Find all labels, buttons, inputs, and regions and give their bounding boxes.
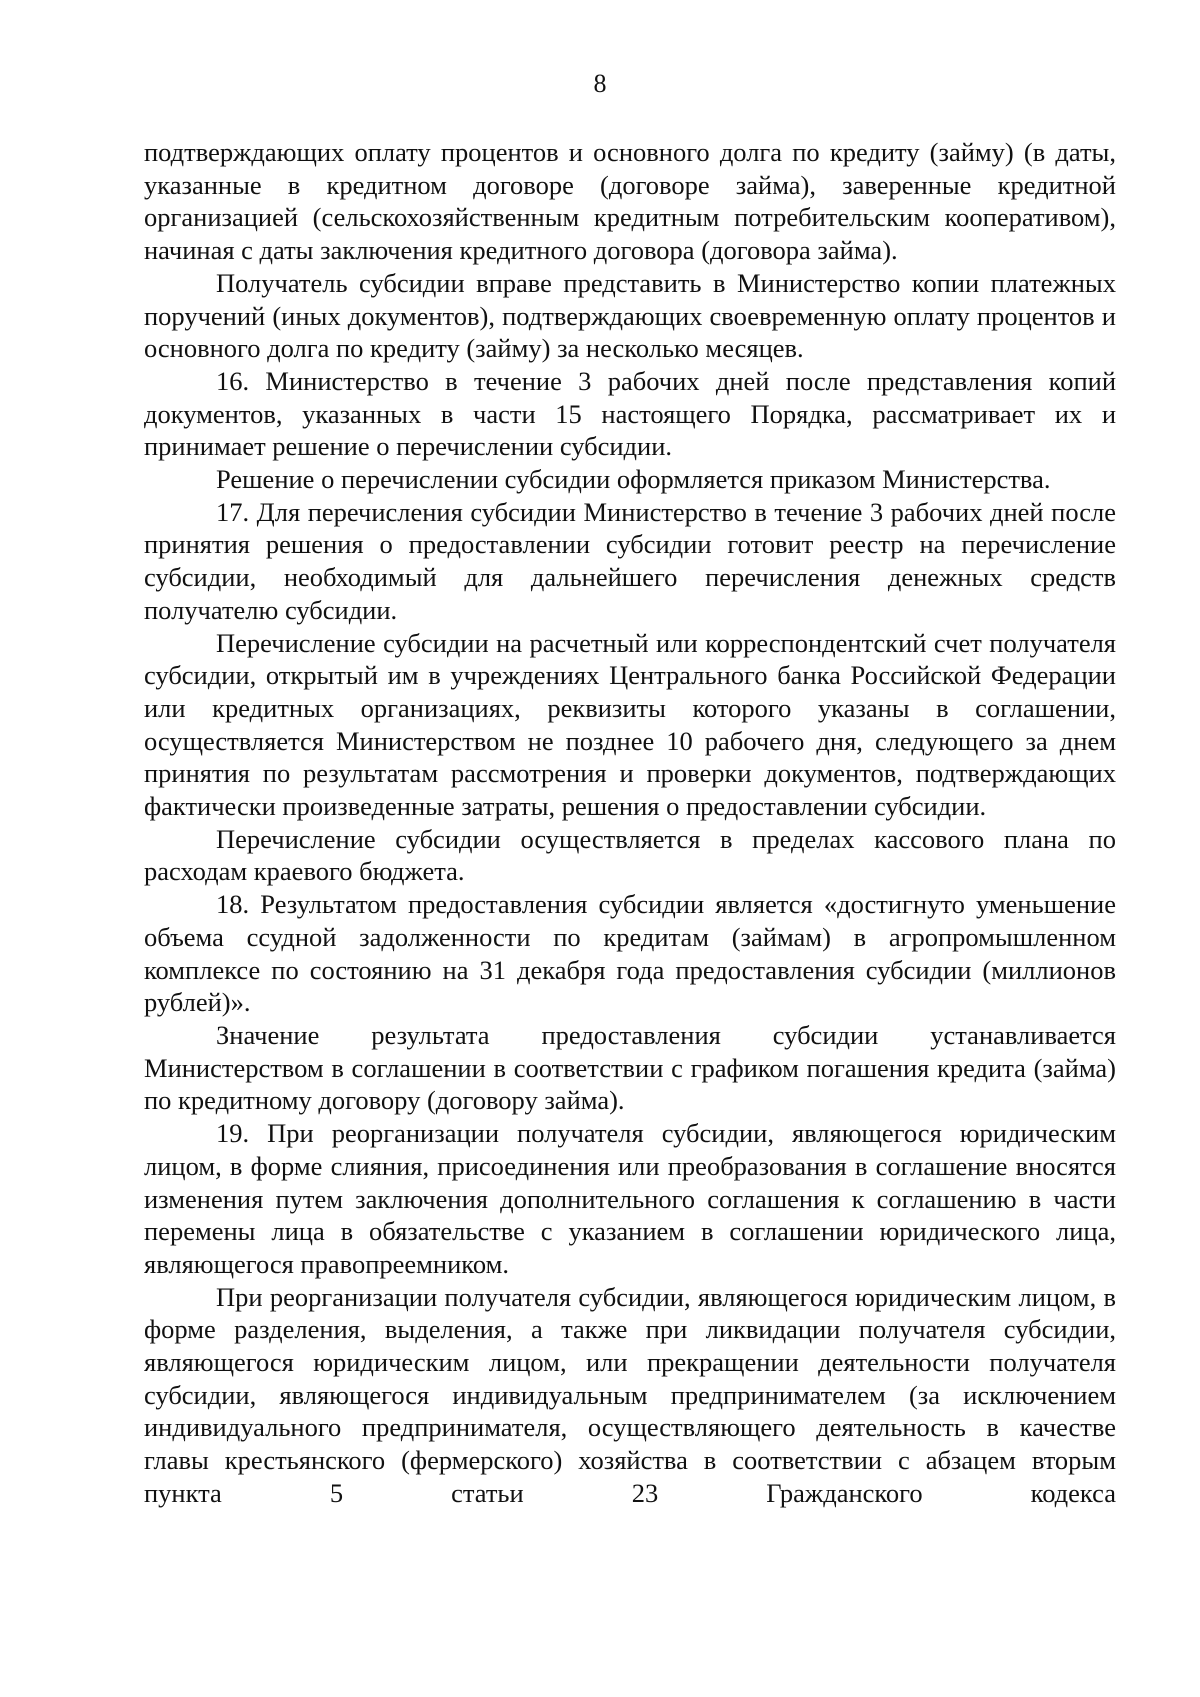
paragraph-item-19: 19. При реорганизации получателя субсидии, являющегося юридическим лицом, в форме слияния, присоединения или преобразования в соглашение вносятся изменения путем заключения дополнительного соглашения к соглашению в части перемены лица в обязательстве с указанием в соглашении юридического лица, являющегося правопреемником.: [144, 1118, 1116, 1279]
paragraph: Перечисление субсидии осуществляется в пределах кассового плана по расходам краевого бюджета.: [144, 823, 1116, 887]
paragraph-continues-next-page: При реорганизации получателя субсидии, являющегося юридическим лицом, в форме разделения, выделения, а также при ликвидации получателя субсидии, являющегося юридическим лицом, или прекращении деятельности получателя субсидии, являющегося индивидуальным предпринимателем (за исключением индивидуального предпринимателя, осуществляющего деятельность в качестве главы крестьянского (фермерского) хозяйства в соответствии с абзацем вторым пункта 5 статьи 23 Гражданского кодекса: [144, 1281, 1116, 1508]
paragraph-item-17: 17. Для перечисления субсидии Министерство в течение 3 рабочих дней после принятия решения о предоставлении субсидии готовит реестр на перечисление субсидии, необходимый для дальнейшего перечисления денежных средств получателю субсидии.: [144, 496, 1116, 625]
document-body: [144, 136, 1116, 1510]
paragraph: Решение о перечислении субсидии оформляется приказом Министерства.: [216, 464, 1051, 495]
paragraph: Значение результата предоставления субсидии устанавливается Министерством в соглашении в соответствии с графиком погашения кредита (займа) по кредитному договору (договору займа).: [144, 1019, 1116, 1116]
paragraph-item-18: 18. Результатом предоставления субсидии является «достигнуто уменьшение объема ссудной задолженности по кредитам (займам) в агропромышленном комплексе по состоянию на 31 декабря года предоставления субсидии (миллионов рублей)».: [144, 889, 1116, 1018]
page-number: 8: [593, 69, 607, 98]
paragraph-continuation: подтверждающих оплату процентов и основного долга по кредиту (займу) (в даты, указанные в кредитном договоре (договоре займа), заверенные кредитной организацией (сельскохозяйственным кредитным потребительским кооперативом), начиная с даты заключения кредитного договора (договора займа).: [144, 137, 1116, 266]
paragraph: Перечисление субсидии на расчетный или корреспондентский счет получателя субсидии, открытый им в учреждениях Центрального банка Российской Федерации или кредитных организациях, реквизиты которого указаны в соглашении, осуществляется Министерством не позднее 10 рабочего дня, следующего за днем принятия по результатам рассмотрения и проверки документов, подтверждающих фактически произведенные затраты, решения о предоставлении субсидии.: [144, 627, 1116, 822]
paragraph: Получатель субсидии вправе представить в Министерство копии платежных поручений (иных документов), подтверждающих своевременную оплату процентов и основного долга по кредиту (займу) за несколько месяцев.: [144, 267, 1116, 364]
paragraph-item-16: 16. Министерство в течение 3 рабочих дней после представления копий документов, указанных в части 15 настоящего Порядка, рассматривает их и принимает решение о перечислении субсидии.: [144, 365, 1116, 462]
